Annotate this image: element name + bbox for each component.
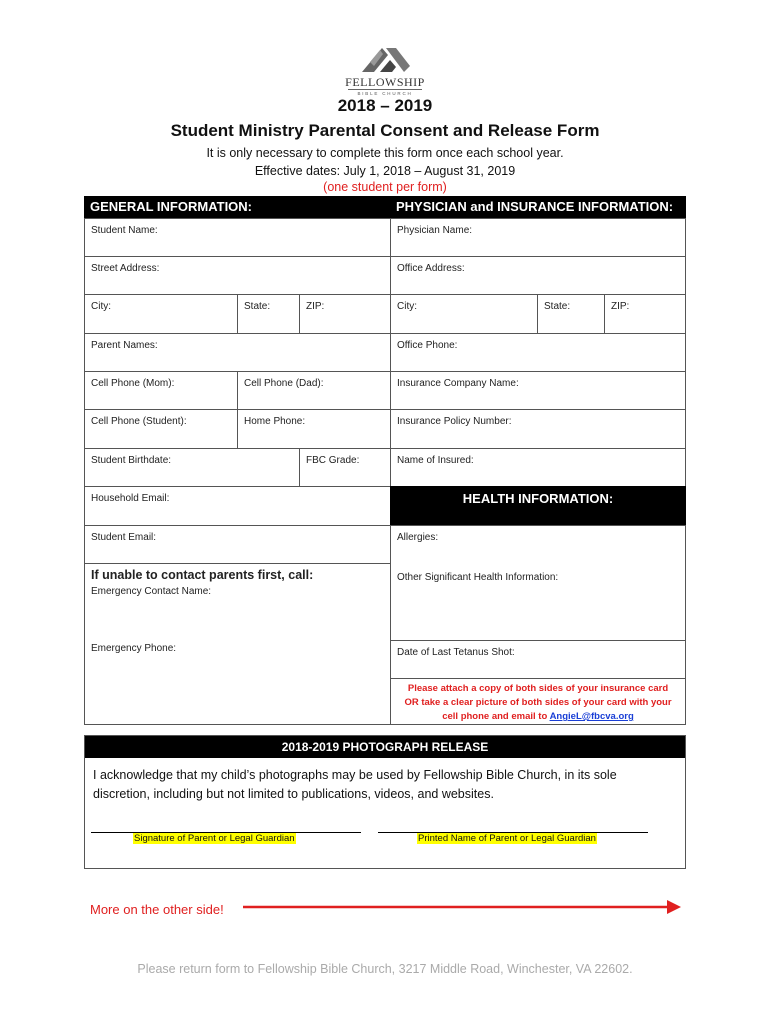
office-address-label: Office Address: xyxy=(397,263,465,274)
arrow-right-icon xyxy=(243,897,683,917)
office-zip-label: ZIP: xyxy=(611,301,630,312)
office-state-label: State: xyxy=(544,301,571,312)
more-other-side: More on the other side! xyxy=(90,902,224,917)
city-field[interactable] xyxy=(84,294,238,334)
zip-field[interactable] xyxy=(299,294,391,334)
state-label: State: xyxy=(244,301,271,312)
tetanus-label: Date of Last Tetanus Shot: xyxy=(397,647,515,658)
cell-student-field[interactable] xyxy=(84,409,238,449)
office-address-field[interactable] xyxy=(390,256,686,295)
form-title: Student Ministry Parental Consent and Release Form xyxy=(170,121,600,140)
printed-name-label: Printed Name of Parent or Legal Guardian xyxy=(418,833,596,844)
office-state-field[interactable] xyxy=(537,294,605,334)
state-field[interactable] xyxy=(237,294,300,334)
form-effective-dates: Effective dates: July 1, 2018 – August 31, 2019 xyxy=(254,164,516,178)
city-label: City: xyxy=(91,301,111,312)
cell-dad-field[interactable] xyxy=(237,371,391,410)
other-health-label: Other Significant Health Information: xyxy=(397,572,559,583)
student-name-field[interactable] xyxy=(84,218,391,257)
physician-name-field[interactable] xyxy=(390,218,686,257)
office-city-label: City: xyxy=(397,301,417,312)
parent-names-label: Parent Names: xyxy=(91,340,158,351)
office-phone-label: Office Phone: xyxy=(397,340,458,351)
name-of-insured-field[interactable] xyxy=(390,448,686,487)
return-address-footer: Please return form to Fellowship Bible Church, 3217 Middle Road, Winchester, VA 22602. xyxy=(137,962,633,976)
insurance-company-label: Insurance Company Name: xyxy=(397,378,519,389)
logo-subtitle: BIBLE CHURCH xyxy=(348,89,422,96)
cell-dad-label: Cell Phone (Dad): xyxy=(244,378,324,389)
photo-release-box xyxy=(84,735,686,869)
student-email-label: Student Email: xyxy=(91,532,157,543)
logo-name: FELLOWSHIP xyxy=(345,75,425,89)
fbc-grade-label: FBC Grade: xyxy=(306,455,360,466)
physician-info-heading: PHYSICIAN and INSURANCE INFORMATION: xyxy=(390,196,686,218)
tetanus-field[interactable] xyxy=(390,640,686,679)
general-info-heading: GENERAL INFORMATION: xyxy=(84,196,390,218)
health-info-heading: HEALTH INFORMATION: xyxy=(390,486,686,526)
photo-release-text: I acknowledge that my child’s photographs may be used by Fellowship Bible Church, in its sole discretion, including but not limited to publications, videos, and websites. xyxy=(93,768,617,801)
emergency-phone-label: Emergency Phone: xyxy=(91,643,177,654)
name-of-insured-label: Name of Insured: xyxy=(397,455,474,466)
student-name-label: Student Name: xyxy=(91,225,158,236)
insurance-note-line1: Please attach a copy of both sides of your insurance card xyxy=(407,683,669,694)
signature-label: Signature of Parent or Legal Guardian xyxy=(134,833,295,844)
home-phone-label: Home Phone: xyxy=(244,416,306,427)
cell-student-label: Cell Phone (Student): xyxy=(91,416,187,427)
allergies-label: Allergies: xyxy=(397,532,439,543)
church-logo xyxy=(330,42,440,100)
fbc-grade-field[interactable] xyxy=(299,448,391,487)
logo-mark-icon xyxy=(330,42,440,76)
cell-mom-field[interactable] xyxy=(84,371,238,410)
birthdate-label: Student Birthdate: xyxy=(91,455,172,466)
form-one-student: (one student per form) xyxy=(323,180,447,194)
zip-label: ZIP: xyxy=(306,301,325,312)
office-phone-field[interactable] xyxy=(390,333,686,372)
student-email-field[interactable] xyxy=(84,525,391,564)
office-zip-field[interactable] xyxy=(604,294,686,334)
street-address-field[interactable] xyxy=(84,256,391,295)
household-email-field[interactable] xyxy=(84,486,391,526)
policy-number-label: Insurance Policy Number: xyxy=(397,416,512,427)
emergency-heading: If unable to contact parents first, call: xyxy=(91,568,314,582)
emergency-contact-label: Emergency Contact Name: xyxy=(91,586,212,597)
insurance-note-line2: OR take a clear picture of both sides of your card with your xyxy=(404,697,672,708)
cell-mom-label: Cell Phone (Mom): xyxy=(91,378,175,389)
policy-number-field[interactable] xyxy=(390,409,686,449)
photo-release-heading: 2018-2019 PHOTOGRAPH RELEASE xyxy=(85,736,685,758)
household-email-label: Household Email: xyxy=(91,493,170,504)
insurance-note-line3: cell phone and email to xyxy=(442,711,548,722)
home-phone-field[interactable] xyxy=(237,409,391,449)
street-address-label: Street Address: xyxy=(91,263,160,274)
birthdate-field[interactable] xyxy=(84,448,300,487)
allergies-field[interactable] xyxy=(390,525,686,641)
parent-names-field[interactable] xyxy=(84,333,391,372)
form-note-once: It is only necessary to complete this form once each school year. xyxy=(206,146,564,160)
email-link[interactable]: AngieL@fbcva.org xyxy=(549,711,634,722)
physician-name-label: Physician Name: xyxy=(397,225,473,236)
form-year: 2018 – 2019 xyxy=(337,96,433,115)
emergency-contact-box[interactable] xyxy=(84,563,391,725)
insurance-company-field[interactable] xyxy=(390,371,686,410)
office-city-field[interactable] xyxy=(390,294,538,334)
insurance-card-note xyxy=(390,678,686,725)
